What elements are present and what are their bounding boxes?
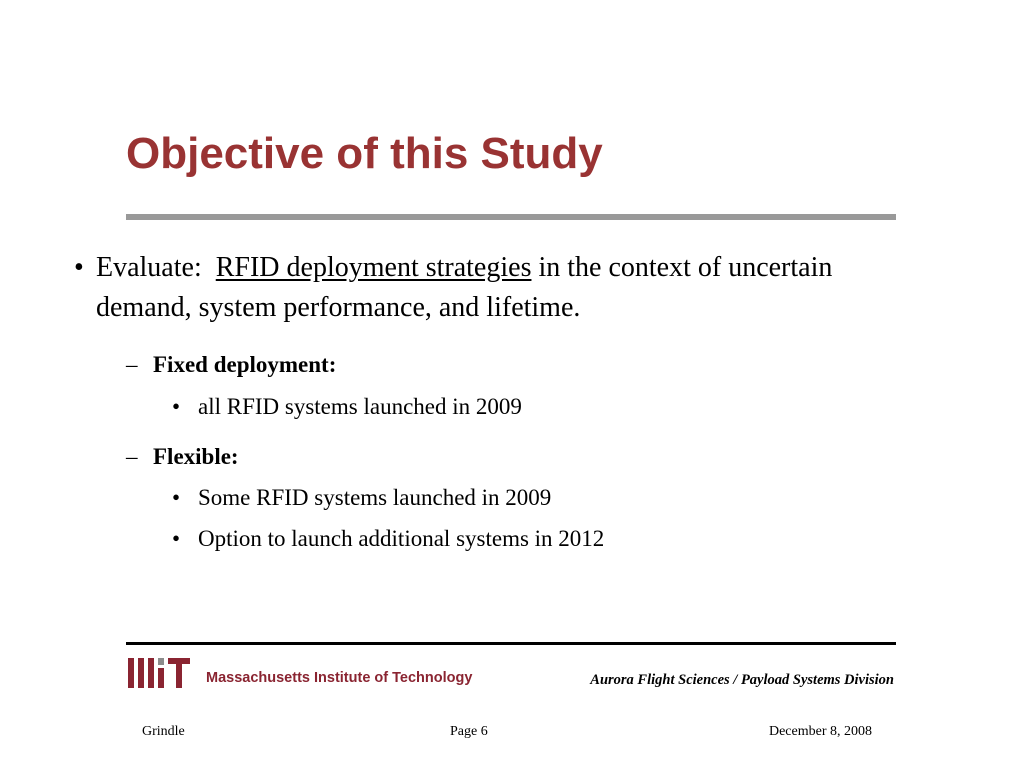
bullet-marker: •	[172, 394, 181, 419]
organization-name: Aurora Flight Sciences / Payload Systems Division	[590, 672, 894, 688]
mit-logo-icon	[128, 658, 190, 688]
dash-marker: –	[126, 352, 138, 377]
list-item	[172, 392, 522, 422]
dash-marker: –	[126, 444, 138, 469]
footer-author: Grindle	[142, 724, 185, 739]
bullet-marker: •	[172, 526, 181, 551]
option-fixed	[126, 350, 336, 380]
main-bullet-suffix: in the context of uncertain demand, system performance, and lifetime.	[96, 252, 833, 323]
slide-title: Objective of this Study	[126, 129, 603, 178]
option-label: Fixed deployment:	[153, 352, 337, 377]
footer-date: December 8, 2008	[768, 724, 872, 739]
list-item-text: all RFID systems launched in 2009	[198, 394, 522, 419]
main-bullet-underlined: RFID deployment strategies	[215, 252, 532, 283]
main-bullet-text	[96, 248, 886, 328]
option-label: Flexible:	[153, 444, 239, 469]
main-bullet-prefix: Evaluate:	[96, 252, 202, 283]
list-item	[172, 524, 604, 554]
bullet-marker: •	[172, 485, 181, 510]
option-flexible	[126, 442, 239, 472]
title-divider	[126, 214, 896, 220]
list-item-text: Option to launch additional systems in 2012	[198, 526, 605, 551]
bullet-marker: •	[74, 252, 84, 283]
footer-page-number: Page 6	[450, 724, 488, 739]
list-item-text: Some RFID systems launched in 2009	[198, 485, 552, 510]
list-item	[172, 483, 551, 513]
footer-divider	[126, 642, 896, 645]
institution-name: Massachusetts Institute of Technology	[206, 670, 473, 686]
